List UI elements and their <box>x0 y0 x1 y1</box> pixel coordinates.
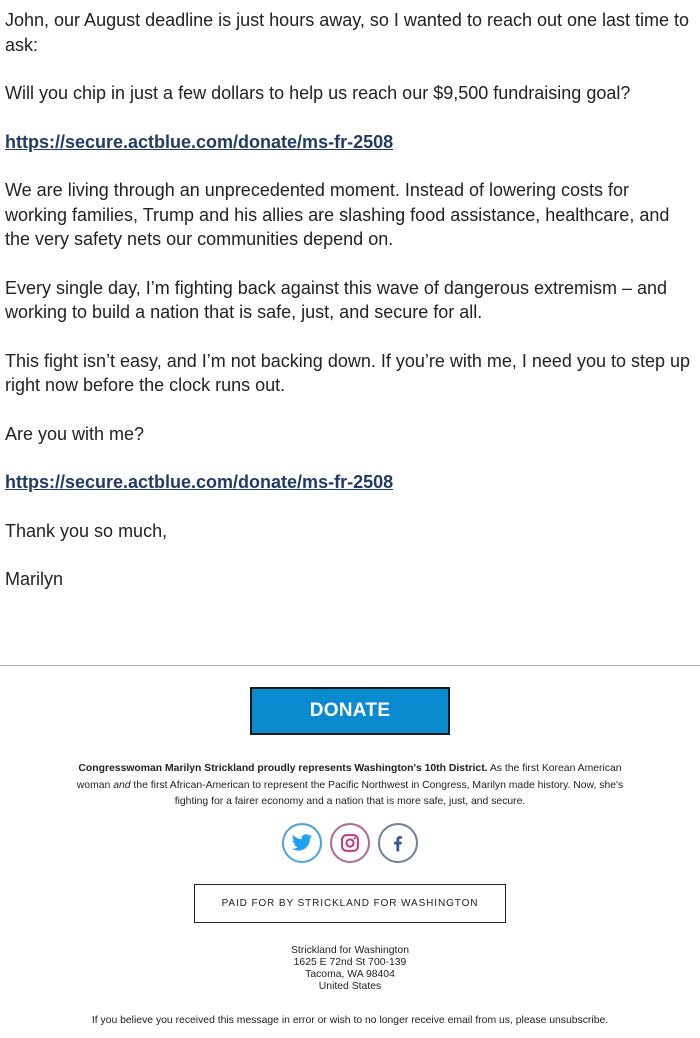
fighting-paragraph: Every single day, I’m fighting back against this wave of dangerous extremism – and working to build a nation that is safe, just, and secure for all. <box>5 277 668 322</box>
paid-for-disclaimer: PAID FOR BY STRICKLAND FOR WASHINGTON <box>194 884 506 923</box>
bio-bold: Congresswoman Marilyn Strickland proudly represents Washington's 10th District. <box>78 763 488 774</box>
address-line-4: United States <box>318 981 382 992</box>
unsubscribe-text: If you believe you received this message in error or wish to no longer receive email from us, please <box>91 1015 550 1026</box>
unsubscribe-notice <box>0 1015 700 1026</box>
email-body <box>5 8 695 616</box>
unsubscribe-end: . <box>605 1015 609 1026</box>
moment-paragraph: We are living through an unprecedented moment. Instead of lowering costs for working families, Trump and his allies are slashing food assistance, healthcare, and the very safety nets our communities depend on. <box>5 180 670 249</box>
address-line-2: 1625 E 72nd St 700-139 <box>293 957 407 968</box>
donate-link-1[interactable]: https://secure.actblue.com/donate/ms-fr-2508 <box>5 131 394 152</box>
footer-divider <box>0 665 700 666</box>
unsubscribe-link[interactable]: unsubscribe <box>549 1015 606 1026</box>
social-links <box>0 823 700 863</box>
address-line-3: Tacoma, WA 98404 <box>305 969 395 980</box>
bio-text <box>70 761 630 811</box>
donate-link-paragraph-2 <box>5 470 695 495</box>
thanks-paragraph: Thank you so much, <box>5 520 168 541</box>
bio-text-2: the first African-American to represent the Pacific Northwest in Congress, Marilyn made history. Now, she's fighting for a fairer economy and a nation that is more safe, just, and secure. <box>130 779 624 807</box>
facebook-icon <box>388 833 408 853</box>
intro-paragraph: John, our August deadline is just hours away, so I wanted to reach out one last time to ask: <box>5 10 690 55</box>
signature: Marilyn <box>5 569 64 589</box>
donate-link-paragraph-1 <box>5 130 695 155</box>
donate-button[interactable]: DONATE <box>250 687 450 735</box>
bio-italic: and <box>113 779 131 791</box>
facebook-link[interactable] <box>378 823 418 863</box>
bio-text-1: As the first Korean American woman <box>76 763 622 791</box>
donate-link-2[interactable]: https://secure.actblue.com/donate/ms-fr-2508 <box>5 472 394 492</box>
mailing-address <box>0 945 700 993</box>
address-line-1: Strickland for Washington <box>290 945 409 956</box>
instagram-icon <box>340 833 360 853</box>
ask-paragraph: Will you chip in just a few dollars to help us reach our $9,500 fundraising goal? <box>5 83 631 103</box>
question-paragraph: Are you with me? <box>5 423 145 444</box>
twitter-icon <box>291 832 313 854</box>
twitter-link[interactable] <box>282 823 322 863</box>
step-up-paragraph: This fight isn’t easy, and I’m not backing down. If you’re with me, I need you to step up right now before the clock runs out. <box>5 350 691 395</box>
instagram-link[interactable] <box>330 823 370 863</box>
